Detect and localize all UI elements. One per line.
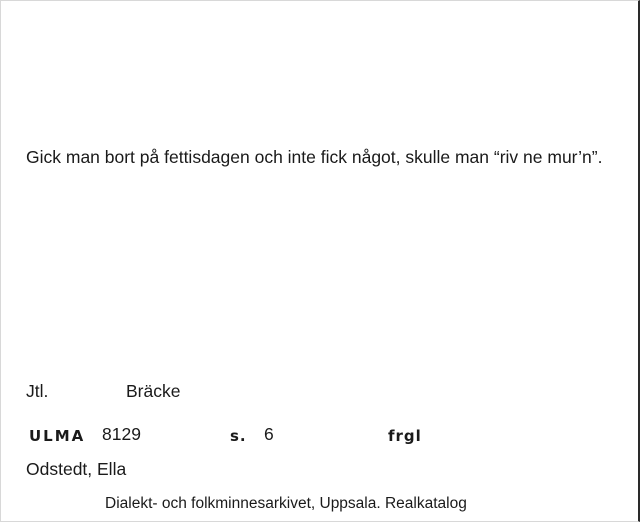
district-label: Jtl. [26,381,49,401]
ulma-label: ULMA [29,427,86,445]
archive-footer: Dialekt- och folkminnesarkivet, Uppsala. Realkatalog [105,495,467,512]
category-code: frgl [388,427,422,445]
page-number: 6 [264,424,274,444]
page-label: s. [230,427,247,445]
informant-name: Odstedt, Ella [26,459,127,479]
ulma-row [26,423,626,447]
place-row [26,380,181,402]
ulma-number: 8129 [102,424,141,444]
parish-name: Bräcke [126,381,181,401]
record-text: Gick man bort på fettisdagen och inte fick något, skulle man “riv ne mur’n”. [26,147,603,167]
